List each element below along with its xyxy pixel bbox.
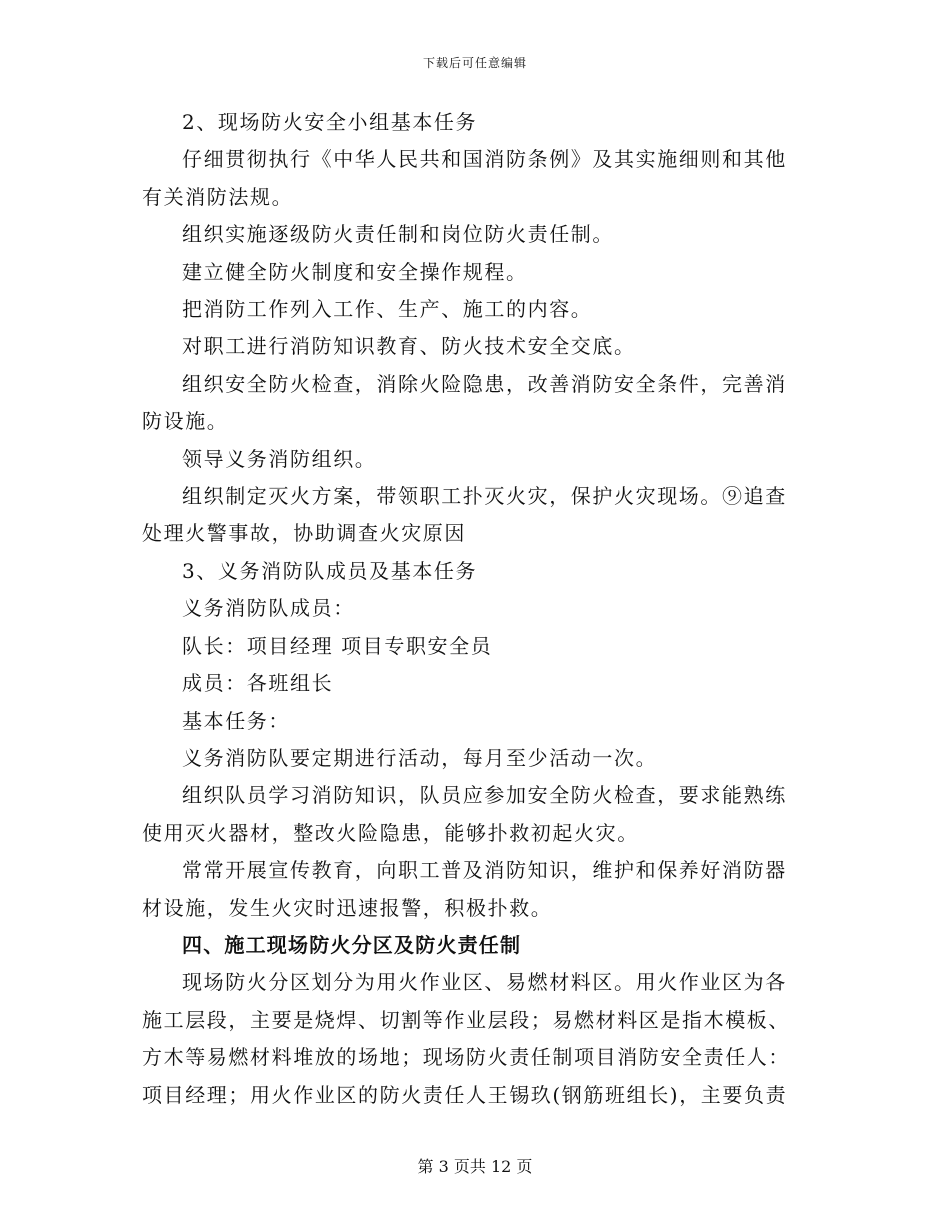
- subsection-heading: 3、义务消防队成员及基本任务: [182, 558, 478, 583]
- subsection-heading: 2、现场防火安全小组基本任务: [182, 110, 478, 134]
- section-heading: 四、施工现场防火分区及防火责任制: [182, 932, 522, 957]
- paragraph: 对职工进行消防知识教育、防火技术安全交底。: [182, 334, 636, 359]
- paragraph: 组织制定灭火方案，带领职工扑灭火灾，保护火灾现场。⑨追查处理火警事故，协助调查火灾原因: [142, 484, 787, 546]
- paragraph: 组织实施逐级防火责任制和岗位防火责任制。: [182, 222, 614, 247]
- document-body: [142, 104, 798, 1114]
- paragraph: 把消防工作列入工作、生产、施工的内容。: [182, 297, 593, 322]
- page-header: 下载后可任意编辑: [422, 56, 527, 70]
- paragraph: 常常开展宣传教育，向职工普及消防知识，维护和保养好消防器材设施，发生火灾时迅速报警，积极扑救。: [142, 858, 787, 920]
- paragraph: 组织队员学习消防知识，队员应参加安全防火检查，要求能熟练使用灭火器材，整改火险隐患，能够扑救初起火灾。: [142, 783, 787, 845]
- paragraph: 建立健全防火制度和安全操作规程。: [182, 259, 528, 284]
- paragraph: 仔细贯彻执行《中华人民共和国消防条例》及其实施细则和其他有关消防法规。: [142, 147, 787, 209]
- paragraph: 义务消防队成员：: [182, 596, 355, 621]
- paragraph: 成员：各班组长: [182, 671, 334, 696]
- paragraph: 领导义务消防组织。: [182, 446, 377, 471]
- paragraph: 组织安全防火检查，消除火险隐患，改善消防安全条件，完善消防设施。: [142, 371, 787, 434]
- page-footer: 第 3 页共 12 页: [417, 1157, 533, 1176]
- paragraph: 基本任务：: [182, 708, 290, 733]
- paragraph: 现场防火分区划分为用火作业区、易燃材料区。用火作业区为各施工层段，主要是烧焊、切割等作业层段；易燃材料区是指木模板、方木等易燃材料堆放的场地；现场防火责任制项目消防安全责任人：项目经理；用火作业区的防火责任人王锡玖(钢筋班组长)，主要负责: [142, 970, 790, 1107]
- paragraph: 义务消防队要定期进行活动，每月至少活动一次。: [182, 745, 658, 770]
- paragraph: 队长：项目经理 项目专职安全员: [182, 633, 493, 658]
